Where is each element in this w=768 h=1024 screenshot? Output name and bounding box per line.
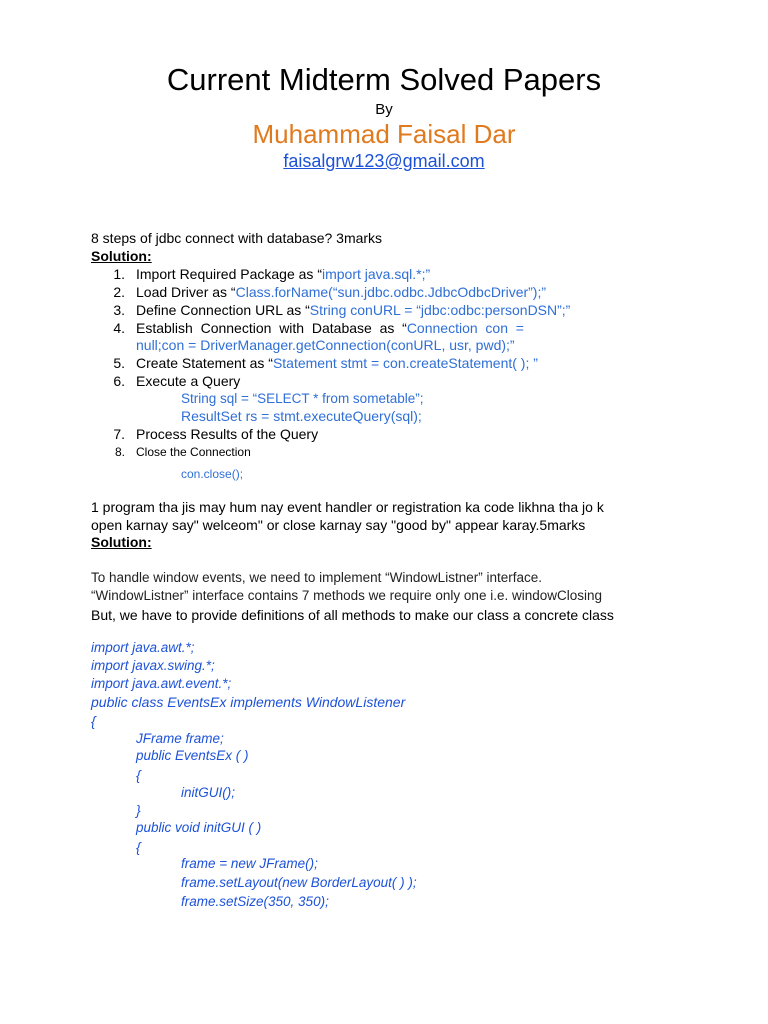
- code-line: {: [136, 839, 141, 855]
- step-number: 1.: [113, 266, 125, 282]
- code-line: import java.awt.*;: [91, 640, 195, 655]
- step-3: [136, 302, 570, 318]
- question-2-line-2: open karnay say" welceom" or close karnay say "good by" appear karay.5marks: [91, 517, 586, 533]
- author-email-link[interactable]: faisalgrw123@gmail.com: [283, 151, 485, 171]
- code-line: public class EventsEx implements WindowListener: [91, 694, 406, 710]
- code-line: frame = new JFrame();: [181, 856, 318, 871]
- step-5: [136, 355, 538, 371]
- step-code: Statement stmt = con.createStatement( ); ”: [272, 355, 538, 371]
- step-8: Close the Connection: [136, 445, 251, 459]
- code-line: JFrame frame;: [136, 731, 224, 746]
- by-label: By: [375, 101, 393, 118]
- answer-paragraph-2: “WindowListner” interface contains 7 methods we require only one i.e. windowClosing: [91, 588, 603, 603]
- step-code: Class.forName(“sun.jdbc.odbc.JdbcOdbcDriver”);”: [235, 284, 547, 300]
- step-text: Define Connection URL as “: [136, 302, 310, 318]
- step-number: 8.: [114, 445, 125, 459]
- close-code-line: con.close();: [181, 467, 244, 481]
- step-number: 6.: [113, 373, 125, 389]
- question-2-line-1: 1 program tha jis may hum nay event handler or registration ka code likhna tha jo k: [91, 499, 604, 515]
- step-4: [136, 320, 524, 336]
- step-text: Import Required Package as “: [136, 266, 322, 282]
- step-code: import java.sql.*;”: [321, 266, 431, 282]
- exec-code-line-1: String sql = “SELECT * from sometable”;: [181, 391, 424, 406]
- step-text: Load Driver as “: [136, 284, 236, 300]
- solution-label-1: Solution:: [91, 248, 152, 264]
- step-code: Connection con =: [406, 320, 524, 336]
- question-1: 8 steps of jdbc connect with database? 3marks: [91, 230, 383, 246]
- page-title: Current Midterm Solved Papers: [166, 62, 602, 97]
- code-line: import javax.swing.*;: [91, 658, 215, 673]
- code-line: frame.setLayout(new BorderLayout( ) );: [181, 875, 417, 890]
- step-1: [136, 266, 430, 282]
- code-line: public EventsEx ( ): [136, 748, 249, 763]
- code-line: import java.awt.event.*;: [91, 676, 232, 691]
- step-number: 5.: [113, 355, 125, 371]
- author-name: Muhammad Faisal Dar: [252, 119, 516, 149]
- answer-paragraph-1: To handle window events, we need to implement “WindowListner” interface.: [91, 570, 542, 585]
- step-number: 3.: [113, 302, 125, 318]
- step-text: Create Statement as “: [136, 355, 273, 371]
- step-number: 7.: [113, 426, 125, 442]
- step-number: 4.: [113, 320, 125, 336]
- code-line: {: [136, 767, 141, 783]
- step-text: Establish Connection with Database as “: [136, 320, 407, 336]
- exec-code-line-2: ResultSet rs = stmt.executeQuery(sql);: [181, 408, 422, 424]
- step-7: Process Results of the Query: [136, 426, 319, 442]
- step-6: Execute a Query: [136, 373, 241, 389]
- step-2: [136, 284, 546, 300]
- code-line: }: [136, 802, 141, 818]
- code-line: public void initGUI ( ): [136, 820, 262, 835]
- step-4-continuation: null;con = DriverManager.getConnection(conURL, usr, pwd);”: [136, 337, 515, 353]
- code-line: {: [91, 713, 96, 729]
- code-line: initGUI();: [181, 785, 235, 800]
- answer-paragraph-3: But, we have to provide definitions of all methods to make our class a concrete class: [91, 607, 614, 623]
- code-line: frame.setSize(350, 350);: [181, 894, 329, 909]
- solution-label-2: Solution:: [91, 534, 152, 550]
- step-code: String conURL = “jdbc:odbc:personDSN”;”: [309, 302, 571, 318]
- step-number: 2.: [113, 284, 125, 300]
